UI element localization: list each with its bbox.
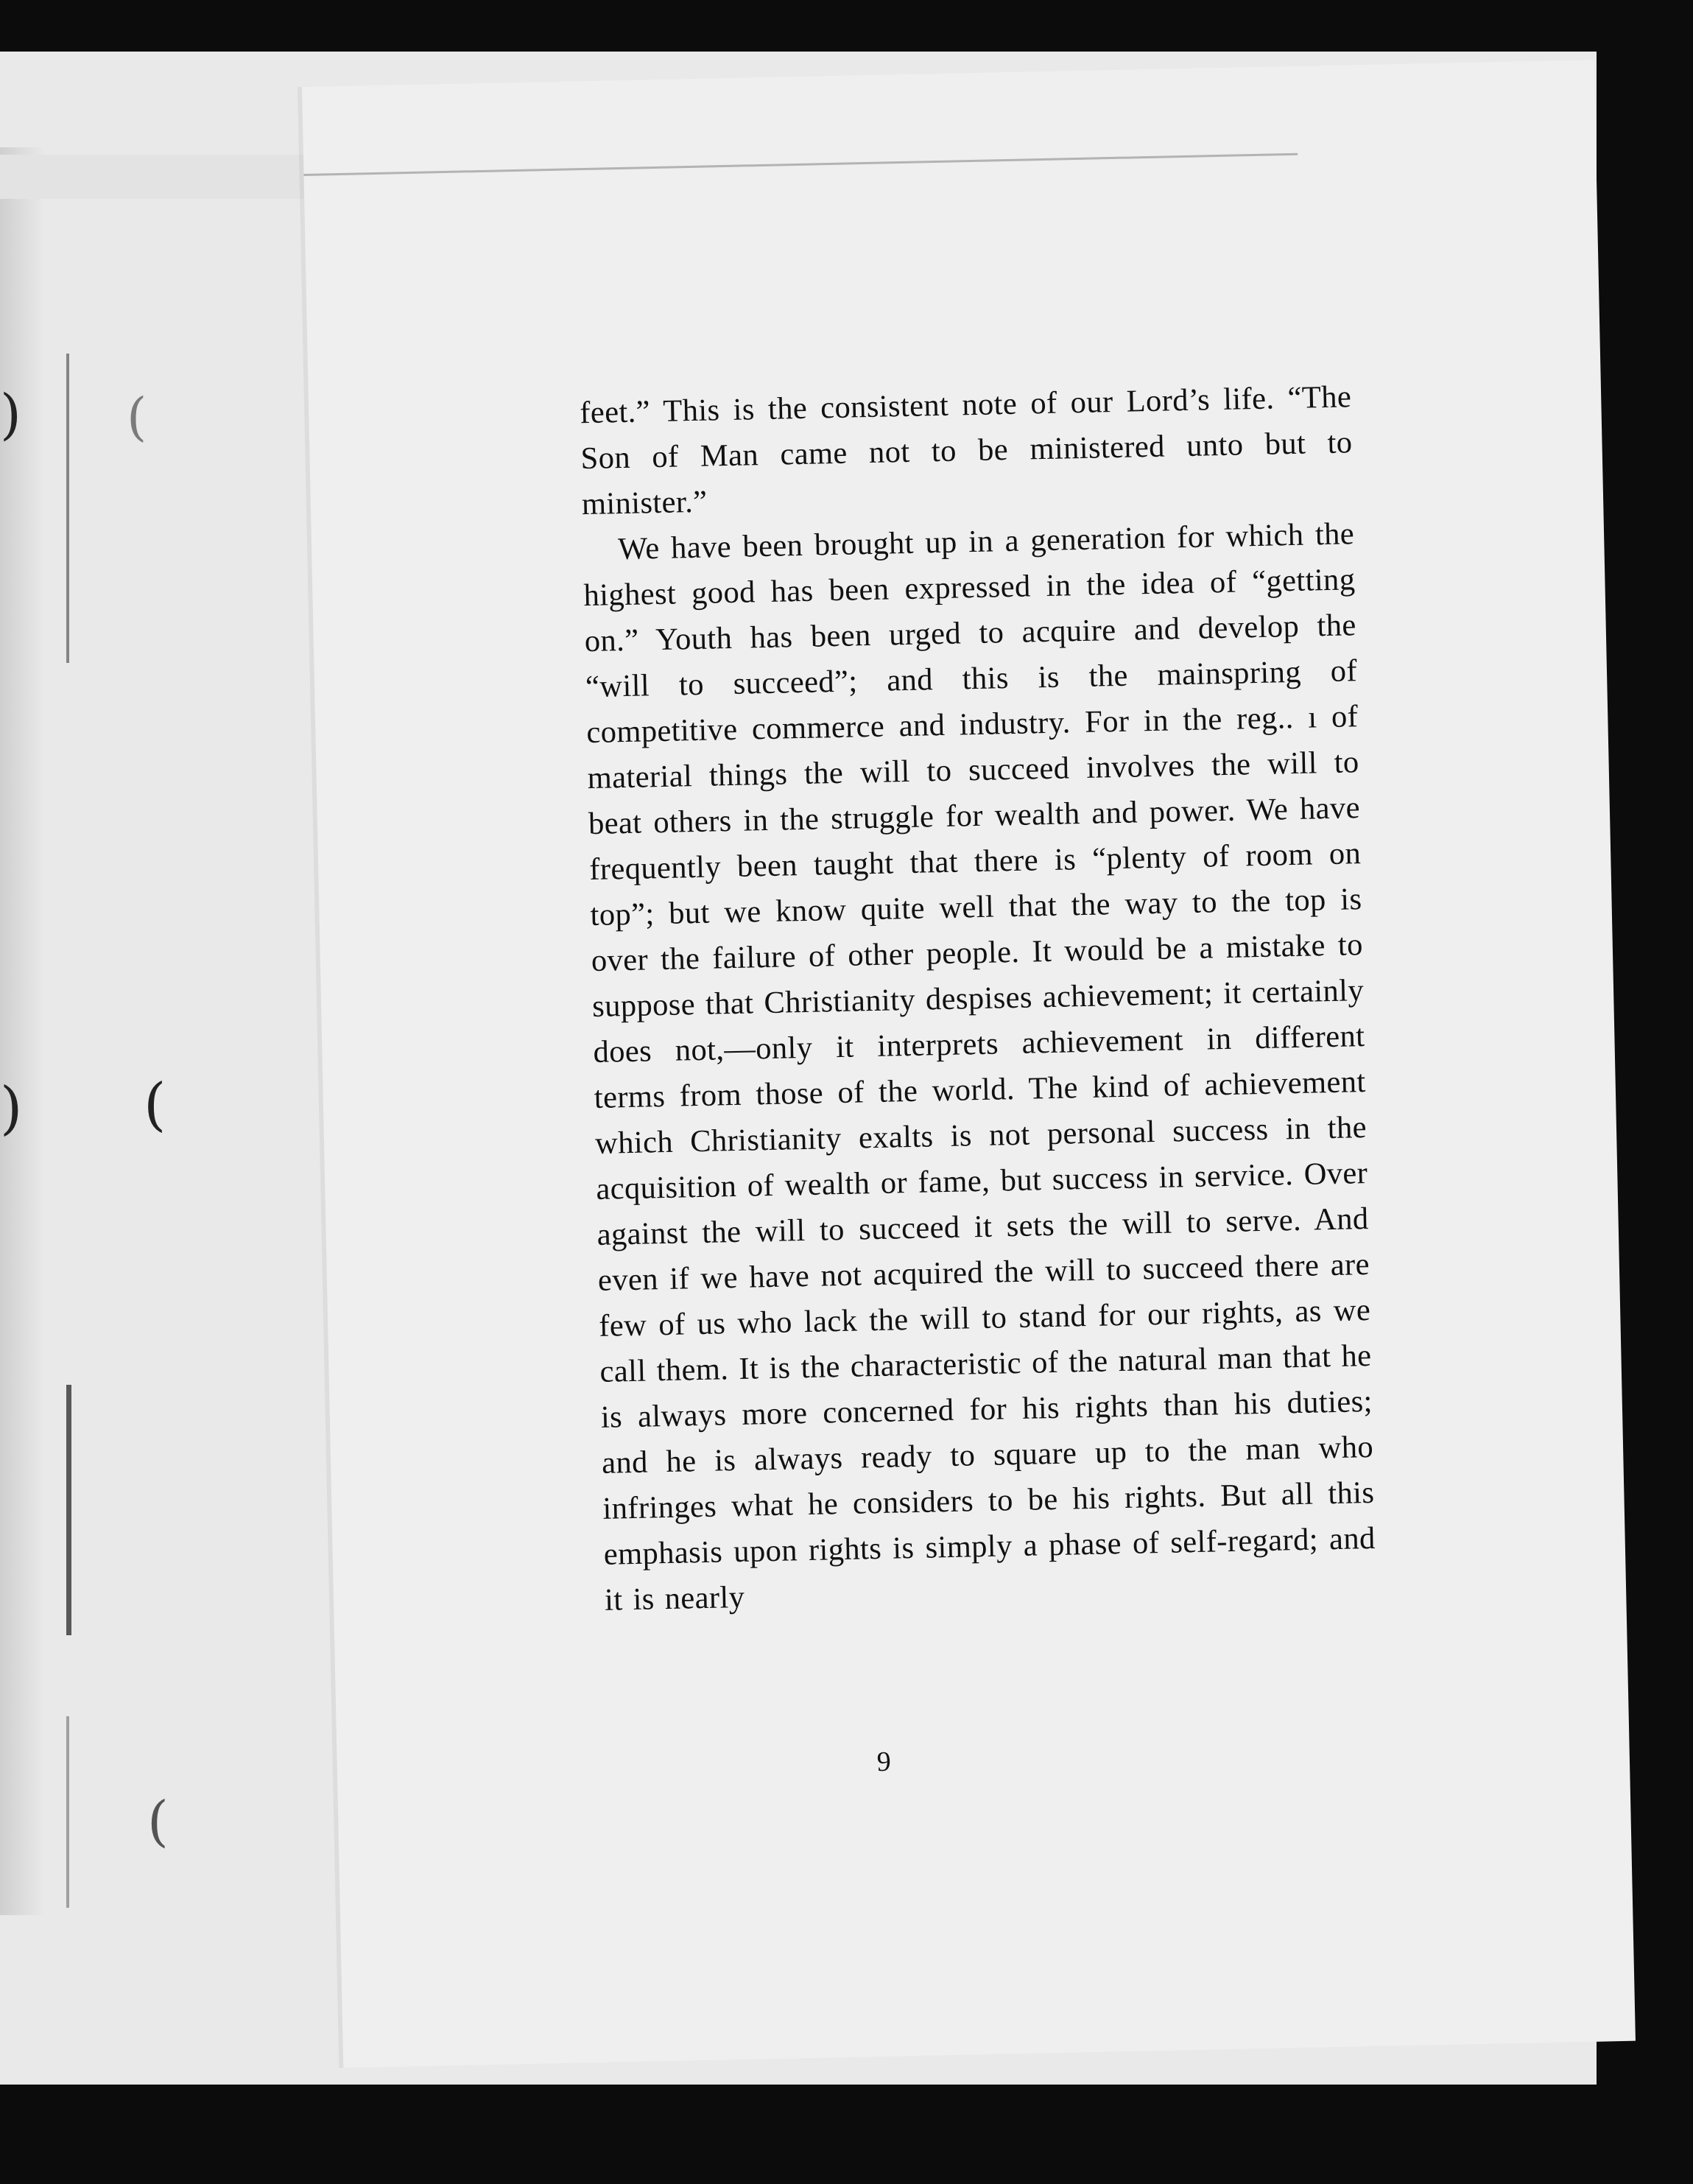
book-page [302, 60, 1636, 2068]
scanner-bed-bottom [0, 2085, 1693, 2184]
page-top-edge [303, 153, 1298, 176]
binding-gutter [52, 354, 81, 1915]
binding-line [66, 1716, 69, 1908]
binding-hole-mark: ( [144, 1072, 166, 1138]
page-number: 9 [876, 1746, 892, 1778]
binding-hole-mark: ( [147, 1790, 169, 1853]
binding-line [66, 1385, 71, 1635]
paragraph-1: feet.” This is the consistent note of our Lord’s life. “The Son of Man came not to be ministered unto but to minister.” [579, 379, 1353, 522]
previous-page-top-strip [0, 155, 346, 199]
binding-hole-mark: ) [0, 383, 21, 446]
page-body-text [580, 374, 1377, 1623]
binding-hole-mark: ) [0, 1075, 23, 1142]
binding-hole-mark: ( [127, 387, 147, 447]
paragraph-2: We have been brought up in a generation for which the highest good has been expressed in the idea of “getting on.” Youth has been urged to acquire and develop the “will to succeed”; and this is the mainspring of competitive commerce and industry. For in the reg.. ı of material things the will to succeed involves the will to beat others in the struggle for wealth and power. We have frequently been taught that there is “plenty of room on top”; but we know quite well that the way to the top is over the failure of other people. It would be a mistake to suppose that Christianity despises achievement; it certainly does not,—only it interprets achievement in different terms from those of the world. The kind of achievement which Christianity exalts is not personal success in the acquisition of wealth or fame, but success in service. Over against the will to succeed it sets the will to serve. And even if we have not acquired the will to succeed there are few of us who lack the will to stand for our rights, as we call them. It is the characteristic of the natural man that he is always more concerned for his rights than his duties; and he is always ready to square up to the man who infringes what he considers to be his rights. But all this emphasis upon rights is simply a phase of self-regard; and it is nearly [583, 516, 1376, 1618]
binding-line [66, 354, 69, 663]
